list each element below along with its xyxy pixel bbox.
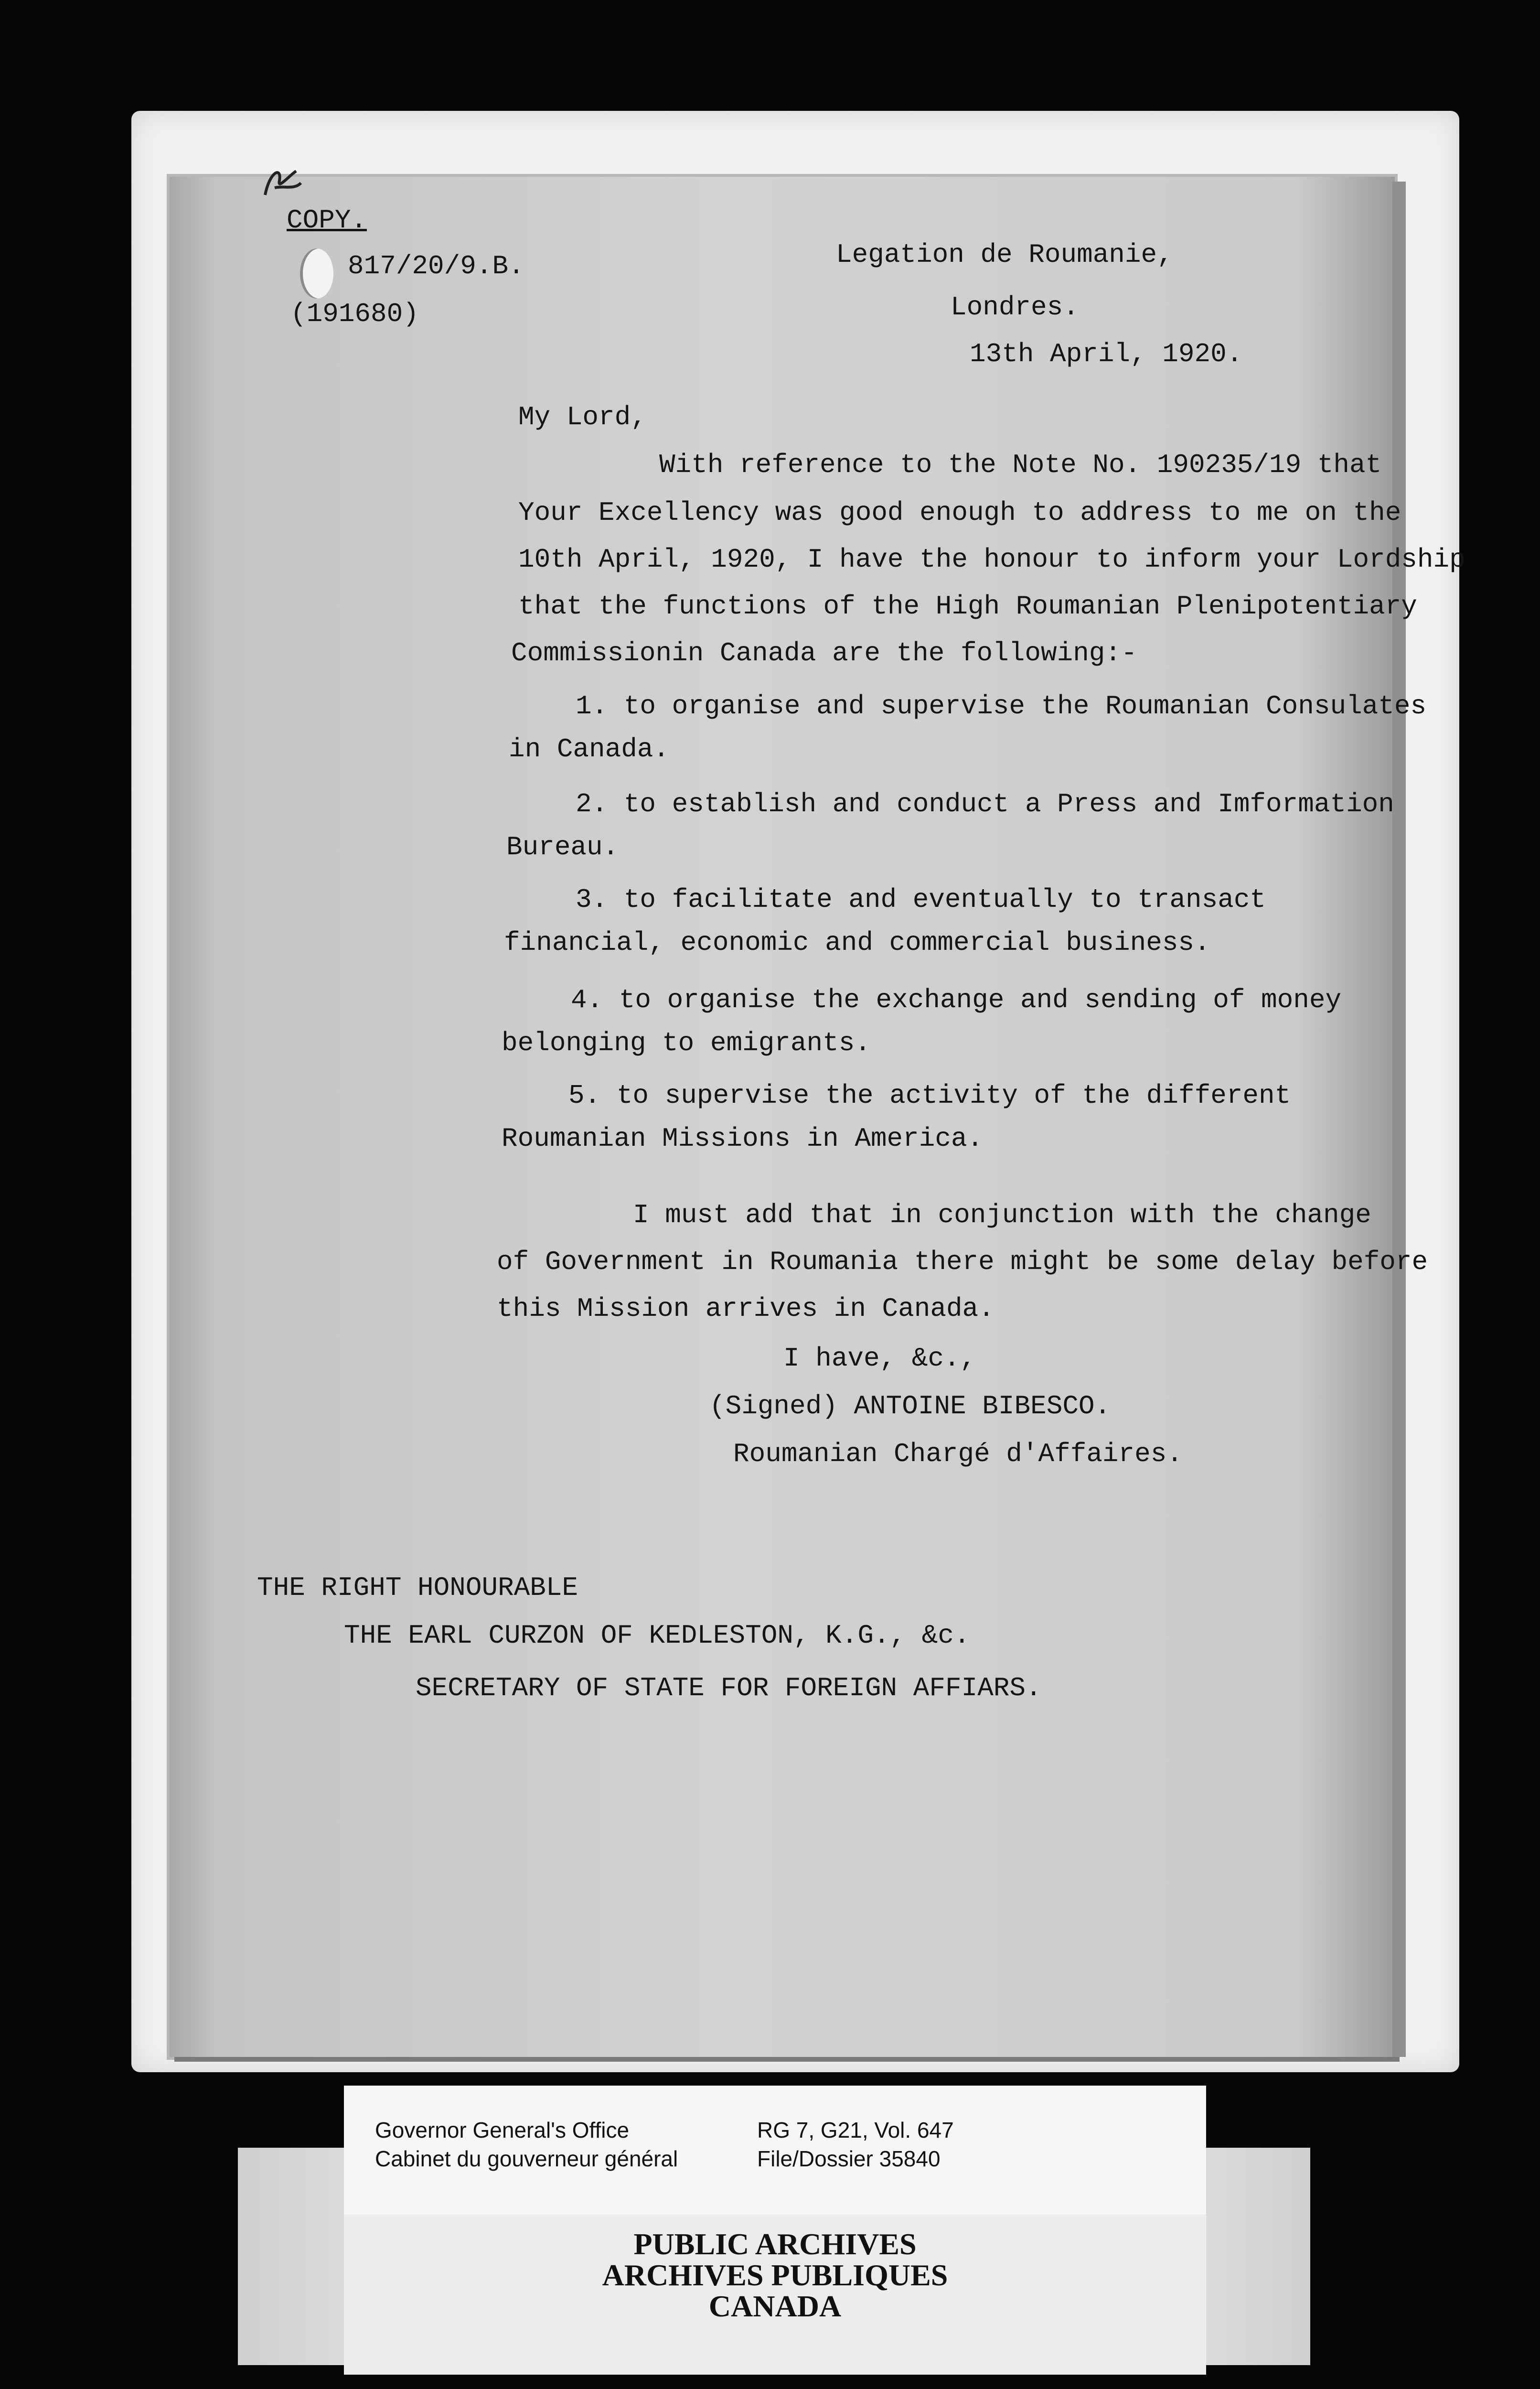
list-item: 2. to establish and conduct a Press and Imformation: [576, 789, 1394, 819]
closing-line: this Mission arrives in Canada.: [497, 1293, 995, 1324]
list-item: 4. to organise the exchange and sending of money: [571, 985, 1342, 1015]
list-item-continuation: Bureau.: [506, 832, 619, 862]
paper-edge: [1392, 182, 1406, 2057]
closing-line: I must add that in conjunction with the change: [633, 1200, 1371, 1230]
sign-signed: (Signed) ANTOINE BIBESCO.: [709, 1391, 1111, 1421]
body-line: that the functions of the High Roumanian Plenipotentiary: [518, 591, 1417, 622]
sign-have: I have, &c.,: [783, 1343, 976, 1374]
addressee-line: SECRETARY OF STATE FOR FOREIGN AFFIARS.: [416, 1673, 1042, 1703]
sign-title: Roumanian Chargé d'Affaires.: [733, 1439, 1183, 1469]
stamp-line-1: PUBLIC ARCHIVES: [633, 2227, 917, 2261]
archive-reference: RG 7, G21, Vol. 647: [757, 2118, 954, 2142]
ref-paren: (191680): [290, 299, 419, 329]
salutation: My Lord,: [518, 402, 647, 432]
office-fr: Cabinet du gouverneur général: [375, 2146, 678, 2171]
addressee-line: THE RIGHT HONOURABLE: [257, 1572, 578, 1603]
body-line: With reference to the Note No. 190235/19 that: [659, 450, 1382, 480]
letter-date: 13th April, 1920.: [970, 339, 1243, 369]
body-line: Commissionin Canada are the following:-: [511, 638, 1137, 668]
list-item-continuation: in Canada.: [509, 734, 670, 764]
body-line: 10th April, 1920, I have the honour to inform your Lordship: [518, 544, 1465, 575]
ref-number: 817/20/9.B.: [348, 251, 524, 281]
list-item: 5. to supervise the activity of the different: [568, 1080, 1291, 1111]
ref-copy: COPY.: [287, 205, 367, 236]
list-item-continuation: belonging to emigrants.: [502, 1028, 871, 1058]
body-line: Your Excellency was good enough to address to me on the: [518, 497, 1401, 528]
list-item-continuation: financial, economic and commercial business.: [504, 927, 1210, 958]
list-item-continuation: Roumanian Missions in America.: [502, 1123, 984, 1154]
punch-hole: [300, 248, 333, 299]
archive-label: [344, 2086, 1206, 2215]
list-item: 3. to facilitate and eventually to transact: [576, 884, 1266, 915]
handwritten-initial-mark: [260, 161, 303, 204]
sender-line-2: Londres.: [951, 292, 1079, 323]
archive-file-number: File/Dossier 35840: [757, 2146, 941, 2171]
list-item: 1. to organise and supervise the Roumanian Consulates: [576, 691, 1427, 721]
addressee-line: THE EARL CURZON OF KEDLESTON, K.G., &c.: [344, 1620, 970, 1651]
stamp-line-2: ARCHIVES PUBLIQUES: [602, 2258, 948, 2292]
stamp-line-3: CANADA: [708, 2289, 842, 2323]
sender-line-1: Legation de Roumanie,: [836, 239, 1173, 270]
office-en: Governor General's Office: [375, 2118, 630, 2142]
closing-line: of Government in Roumania there might be some delay before: [497, 1247, 1428, 1277]
